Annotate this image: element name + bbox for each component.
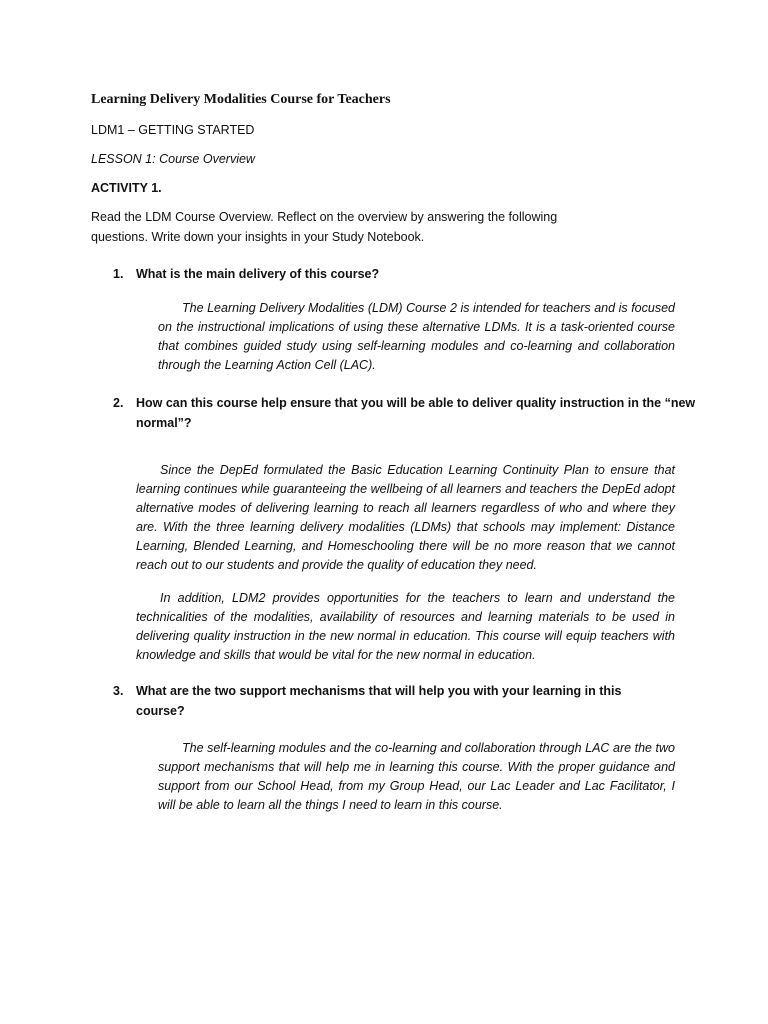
- activity-heading: ACTIVITY 1.: [91, 181, 162, 195]
- question-text-continued: normal”?: [136, 416, 192, 430]
- answer-paragraph: In addition, LDM2 provides opportunities for the teachers to learn and understand the technicalities of the modalities, availability of resources and learning materials to be used in delivering quality instruction in the new normal in education. This course will equip teachers with knowledge and skills that would be vital for the new normal in education.: [136, 591, 675, 662]
- answer-paragraph: The Learning Delivery Modalities (LDM) Course 2 is intended for teachers and is focused on the instructional implications of using these alternative LDMs. It is a task-oriented course that combines guided study using self-learning modules and co-learning and collaboration through the Learning Action Cell (LAC).: [158, 301, 675, 372]
- instructions-line-2: questions. Write down your insights in your Study Notebook.: [91, 230, 425, 244]
- question-number: 3.: [113, 684, 124, 698]
- answer-paragraph: Since the DepEd formulated the Basic Education Learning Continuity Plan to ensure that learning continues while guaranteeing the wellbeing of all learners and teachers the DepEd adopt alternative modes of delivering learning to reach all learners regardless of who and where they are. With the three learning delivery modalities (LDMs) that schools may implement: Distance Learning, Blended Learning, and Homeschooling there will be no more reason that we cannot reach out to our students and provide the quality of education they need.: [136, 463, 675, 572]
- lesson-heading: LESSON 1: Course Overview: [91, 152, 255, 166]
- document-title: Learning Delivery Modalities Course for Teachers: [91, 92, 391, 107]
- question-text-continued: course?: [136, 704, 185, 718]
- question-number: 2.: [113, 396, 124, 410]
- question-text: What are the two support mechanisms that will help you with your learning in this: [136, 684, 622, 698]
- question-number: 1.: [113, 267, 124, 281]
- module-heading: LDM1 – GETTING STARTED: [91, 123, 255, 137]
- answer-paragraph: The self-learning modules and the co-learning and collaboration through LAC are the two support mechanisms that will help me in learning this course. With the proper guidance and support from our School Head, from my Group Head, our Lac Leader and Lac Facilitator, I will be able to learn all the things I need to learn in this course.: [158, 741, 675, 812]
- question-text: How can this course help ensure that you will be able to deliver quality instruction in the “new: [136, 396, 696, 410]
- question-text: What is the main delivery of this course?: [136, 267, 380, 281]
- instructions-line-1: Read the LDM Course Overview. Reflect on the overview by answering the following: [91, 210, 558, 224]
